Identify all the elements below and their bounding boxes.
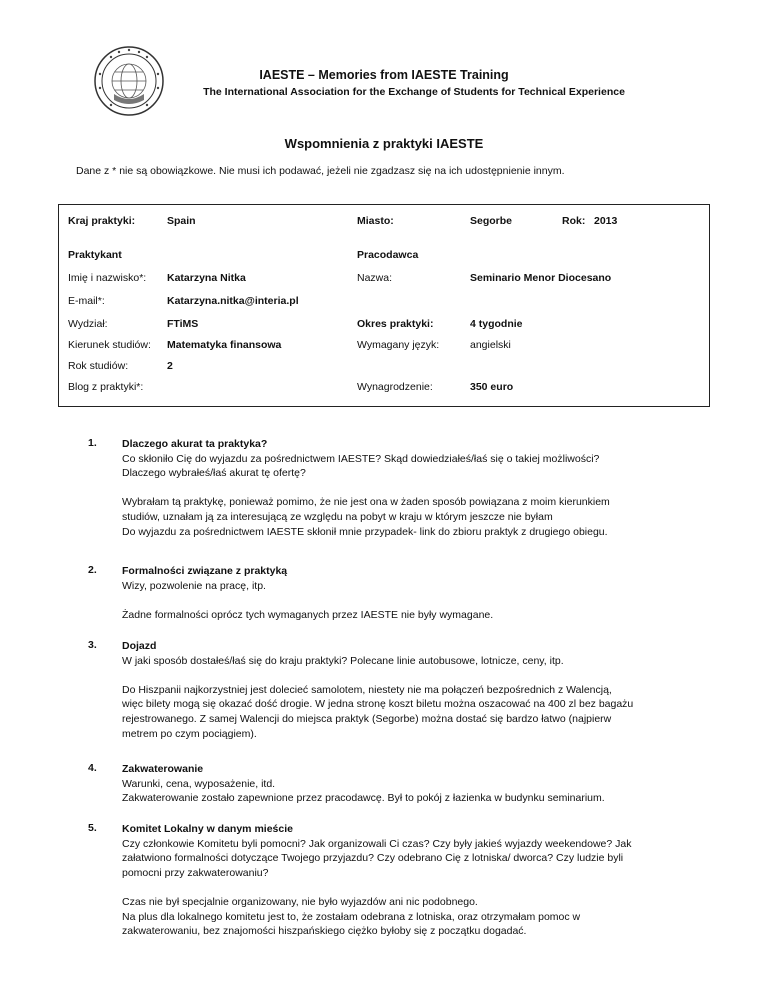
section-question: Czy członkowie Komitetu byli pomocni? Jak organizowali Ci czas? Czy były jakieś wyjazdy weekendowe? Jak <box>122 837 632 850</box>
section-question: załatwiono formalności dotyczące Twojego przyjazdu? Czy odebrano Cię z lotniska/ dworca? Czy ludzie byli <box>122 852 624 865</box>
document-title: Wspomnienia z praktyki IAESTE <box>284 136 484 151</box>
period-label: Okres praktyki: <box>357 318 434 330</box>
section-answer: Na plus dla lokalnego komitetu jest to, że zostałam odebrana z lotniska, oraz otrzymałam pomoc w <box>122 910 581 923</box>
country-value: Spain <box>167 215 196 227</box>
section-number: 4. <box>88 762 97 774</box>
city-value: Segorbe <box>470 215 513 227</box>
section-number: 1. <box>88 437 97 449</box>
privacy-note: Dane z * nie są obowiązkowe. Nie musi ich podawać, jeżeli nie zgadzasz się na ich udostępnienie innym. <box>76 165 565 177</box>
section-question: pomocni przy zakwaterowaniu? <box>122 866 269 879</box>
section-number: 2. <box>88 564 97 576</box>
faculty-label: Wydział: <box>68 318 108 330</box>
section-answer: Wybrałam tą praktykę, ponieważ pomimo, że nie jest ona w żaden sposób powiązana z moim kierunkiem <box>122 496 610 509</box>
year-of-study-label: Rok studiów: <box>68 360 129 372</box>
section-title: Komitet Lokalny w danym mieście <box>122 823 293 835</box>
language-label: Wymagany język: <box>357 339 440 351</box>
section-answer: Do Hiszpanii najkorzystniej jest dolecieć samolotem, niestety nie ma połączeń bezpośrednich z Walencją, <box>122 683 612 696</box>
employer-name-label: Nazwa: <box>357 272 393 284</box>
section-answer: studiów, uznałam ją za interesującą ze względu na pobyt w kraju w którym jeszcze nie byłam <box>122 510 553 523</box>
country-label: Kraj praktyki: <box>68 215 136 227</box>
section-answer: więc bilety mogą się okazać dość drogie. W jedna stronę koszt biletu można oszacować na 400 zl bez bagażu <box>122 698 634 711</box>
period-value: 4 tygodnie <box>470 318 523 330</box>
section-answer: metrem po czym pociągiem). <box>122 727 257 740</box>
year-label: Rok: <box>562 215 586 227</box>
section-answer: zakwaterowaniu, bez znajomości hiszpańskiego ciężko byłoby się z początku dogadać. <box>122 925 527 938</box>
salary-label: Wynagrodzenie: <box>357 381 433 393</box>
section-title: Dojazd <box>122 640 157 652</box>
header-title: IAESTE – Memories from IAESTE Training <box>259 68 509 82</box>
section-number: 3. <box>88 639 97 651</box>
section-answer: rejestrowanego. Z samej Walencji do miejsca praktyk (Segorbe) można dostać się bardzo łatwo (najpierw <box>122 712 612 725</box>
salary-value: 350 euro <box>470 381 514 393</box>
section-answer: Czas nie był specjalnie organizowany, nie było wyjazdów ani nic podobnego. <box>122 895 478 908</box>
section-question: Co skłoniło Cię do wyjazdu za pośrednictwem IAESTE? Skąd dowiedziałeś/łaś się o takiej możliwości? <box>122 452 600 465</box>
employer-name-value: Seminario Menor Diocesano <box>470 272 612 284</box>
section-question: Wizy, pozwolenie na pracę, itp. <box>122 579 266 592</box>
section-number: 5. <box>88 822 97 834</box>
language-value: angielski <box>470 339 511 351</box>
year-of-study-value: 2 <box>167 360 173 372</box>
section-question: Warunki, cena, wyposażenie, itd. <box>122 777 276 790</box>
section-title: Formalności związane z praktyką <box>122 565 288 577</box>
email-value: Katarzyna.nitka@interia.pl <box>167 295 299 307</box>
faculty-value: FTiMS <box>167 318 199 330</box>
email-label: E-mail*: <box>68 295 105 307</box>
section-title: Zakwaterowanie <box>122 763 204 775</box>
section-question: W jaki sposób dostałeś/łaś się do kraju praktyki? Polecane linie autobusowe, lotnicze, ceny, itp. <box>122 654 564 667</box>
name-label: Imię i nazwisko*: <box>68 272 147 284</box>
trainee-heading: Praktykant <box>68 249 122 261</box>
major-value: Matematyka finansowa <box>167 339 282 351</box>
section-answer: Do wyjazdu za pośrednictwem IAESTE skłonił mnie przypadek- link do zbioru praktyk z drugiego obiegu. <box>122 525 608 538</box>
year-value: 2013 <box>594 215 618 227</box>
city-label: Miasto: <box>357 215 394 227</box>
major-label: Kierunek studiów: <box>68 339 151 351</box>
section-question: Dlaczego wybrałeś/łaś akurat tę ofertę? <box>122 467 306 480</box>
employer-heading: Pracodawca <box>357 249 419 261</box>
training-info-table <box>58 204 710 407</box>
header-subtitle: The International Association for the Exchange of Students for Technical Experience <box>203 86 625 98</box>
blog-label: Blog z praktyki*: <box>68 381 144 393</box>
name-value: Katarzyna Nitka <box>167 272 246 284</box>
section-title: Dlaczego akurat ta praktyka? <box>122 438 268 450</box>
section-answer: Zakwaterowanie zostało zapewnione przez pracodawcę. Był to pokój z łazienka w budynku seminarium. <box>122 792 605 805</box>
section-answer: Żadne formalności oprócz tych wymaganych przez IAESTE nie były wymagane. <box>122 608 494 621</box>
